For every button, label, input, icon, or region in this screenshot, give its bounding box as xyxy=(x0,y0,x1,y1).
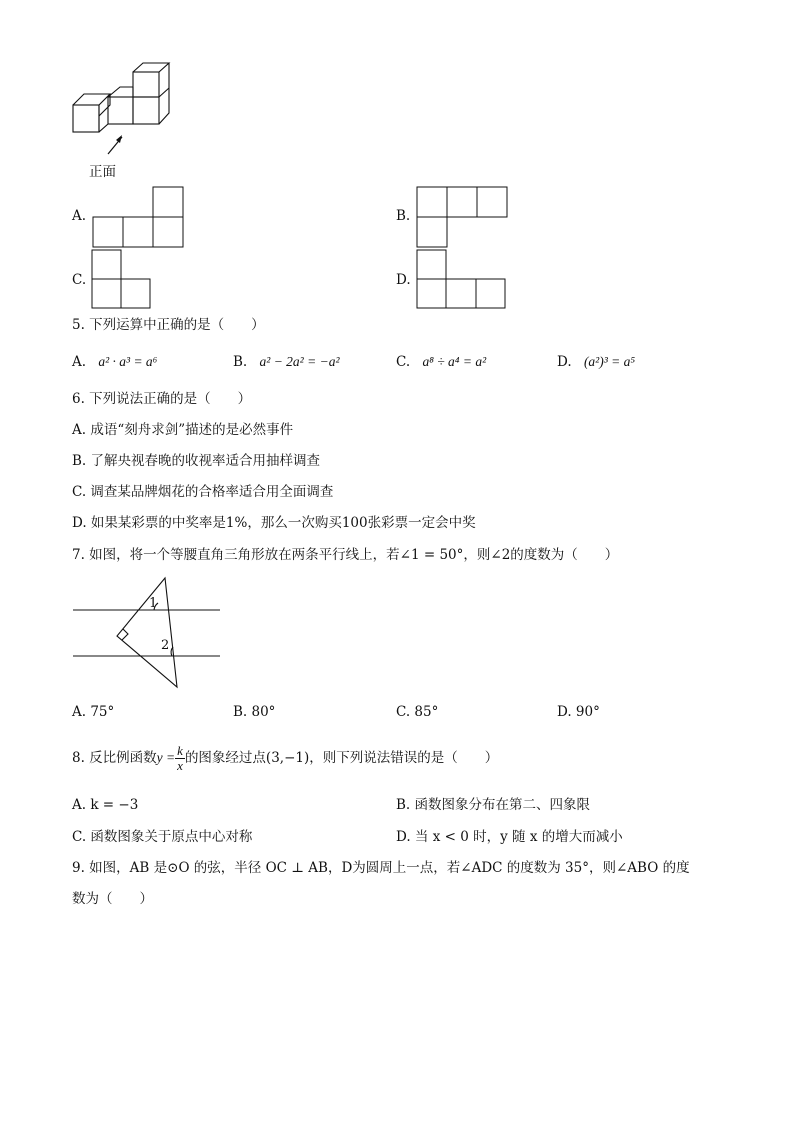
q5-option-c-expr: a⁸ ÷ a⁴ = a² xyxy=(422,354,487,369)
q5-option-b-expr: a² − 2a² = −a² xyxy=(259,354,340,369)
q5-option-a[interactable] xyxy=(72,354,157,370)
q7-parallel-lines-triangle-figure xyxy=(70,575,230,695)
q7-angle-2-label: 2 xyxy=(161,638,170,653)
q5-option-d-letter: D. xyxy=(557,354,572,370)
q4-option-d-grid xyxy=(416,249,508,311)
q9-stem-line1: 9. 如图，AB 是⊙O 的弦，半径 OC ⊥ AB，D为圆周上一点，若∠ADC 的度数为 35°，则∠ABO 的度 xyxy=(72,860,690,876)
q7-option-c[interactable]: C. 85° xyxy=(396,704,439,720)
q8-option-c[interactable]: C. 函数图象关于原点中心对称 xyxy=(72,829,253,845)
front-label: 正面 xyxy=(89,164,116,180)
q8-option-d[interactable]: D. 当 x < 0 时，y 随 x 的增大而减小 xyxy=(396,829,623,845)
q5-option-b[interactable] xyxy=(233,354,340,370)
q6-stem: 6. 下列说法正确的是（ ） xyxy=(72,391,252,407)
q5-option-d[interactable] xyxy=(557,354,635,370)
q8-option-a[interactable]: A. k = −3 xyxy=(72,797,139,813)
q8-stem xyxy=(72,740,498,776)
q5-option-b-letter: B. xyxy=(233,354,248,370)
q4-option-a-letter[interactable]: A. xyxy=(72,208,87,224)
q5-option-a-letter: A. xyxy=(72,354,87,370)
q6-option-b[interactable]: B. 了解央视春晚的收视率适合用抽样调查 xyxy=(72,453,321,469)
q8-fraction xyxy=(175,744,185,773)
q4-option-a-grid xyxy=(93,186,185,248)
q6-option-c[interactable]: C. 调查某品牌烟花的合格率适合用全面调查 xyxy=(72,484,334,500)
q7-option-d[interactable]: D. 90° xyxy=(557,704,600,720)
q4-option-c-letter[interactable]: C. xyxy=(72,272,87,288)
q4-option-c-grid xyxy=(91,249,153,311)
q8-stem-suffix: 的图象经过点(3,−1)，则下列说法错误的是（ ） xyxy=(184,750,499,766)
q5-option-a-expr: a² · a³ = a⁶ xyxy=(98,354,158,369)
q6-option-a[interactable]: A. 成语“刻舟求剑”描述的是必然事件 xyxy=(72,422,294,438)
q7-option-b[interactable]: B. 80° xyxy=(233,704,276,720)
q8-option-b[interactable]: B. 函数图象分布在第二、四象限 xyxy=(396,797,591,813)
q4-option-b-grid xyxy=(417,186,509,248)
q8-frac-den: x xyxy=(177,758,183,773)
q7-angle-1-label: 1 xyxy=(149,596,158,611)
q5-stem: 5. 下列运算中正确的是（ ） xyxy=(72,317,265,333)
q8-stem-prefix: 8. 反比例函数 xyxy=(72,750,157,766)
q5-option-c[interactable] xyxy=(396,354,486,370)
q8-func-lhs: y = xyxy=(156,750,176,765)
q4-option-b-letter[interactable]: B. xyxy=(396,208,411,224)
q7-option-a[interactable]: A. 75° xyxy=(72,704,115,720)
q5-option-c-letter: C. xyxy=(396,354,411,370)
q7-stem: 7. 如图，将一个等腰直角三角形放在两条平行线上，若∠1 = 50°，则∠2的度数为（ ） xyxy=(72,547,619,563)
q4-option-d-letter[interactable]: D. xyxy=(396,272,411,288)
q6-option-d[interactable]: D. 如果某彩票的中奖率是1%，那么一次购买100张彩票一定会中奖 xyxy=(72,515,476,531)
q9-stem-line2: 数为（ ） xyxy=(72,891,153,907)
q5-option-d-expr: (a²)³ = a⁵ xyxy=(583,354,636,369)
q8-frac-num: k xyxy=(177,743,183,758)
front-arrow xyxy=(100,132,130,162)
